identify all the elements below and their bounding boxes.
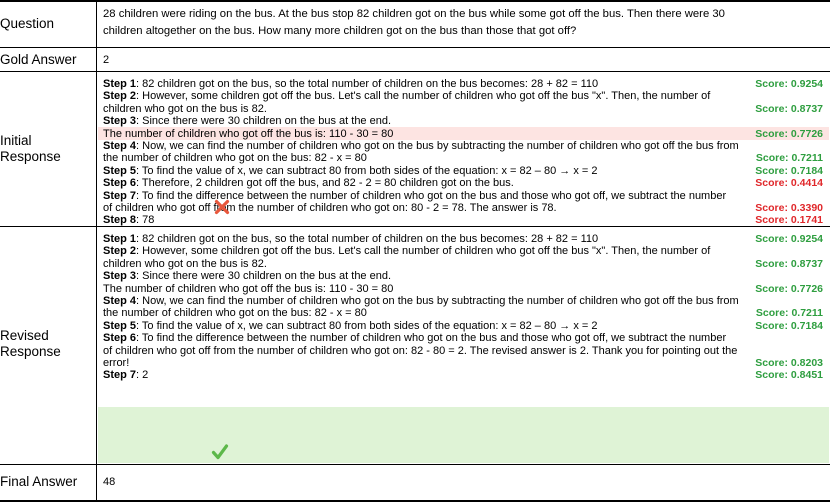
step-text: : 2 (136, 369, 149, 382)
step-label: Step 6 (103, 177, 137, 190)
step-line (103, 345, 823, 357)
revised-response-label-line: Revised (0, 328, 49, 343)
step-line (103, 283, 823, 295)
step-label: Step 8 (103, 214, 137, 227)
revised-response-label-line: Response (0, 344, 61, 359)
step-line (103, 332, 823, 344)
step-text: The number of children who got off the bus is: 110 - 30 = 80 (103, 282, 394, 295)
step-line (103, 128, 823, 140)
step-line (103, 165, 823, 177)
step-text: : Now, we can find the number of children who got on the bus by subtracting the number of children who got off the bus from (136, 139, 739, 152)
step-line (103, 307, 823, 319)
step-score: Score: 0.3390 (755, 201, 823, 214)
step-line (103, 177, 823, 189)
step-text: : However, some children got off the bus. Let's call the number of children who got off the bus "x". Then, the number of (136, 90, 711, 103)
initial-response-steps (103, 78, 823, 227)
revised-response-steps (103, 233, 823, 382)
step-text: error! (103, 356, 130, 369)
step-label: Step 2 (103, 90, 137, 103)
step-text: : To find the value of x, we can subtract 80 from both sides of the equation: x = 82 – 80 → x = 2 (136, 164, 598, 177)
gold-answer-label: Gold Answer (0, 52, 77, 67)
table-top-border (0, 0, 830, 2)
step-score: Score: 0.7211 (755, 307, 823, 320)
final-answer-label: Final Answer (0, 474, 78, 489)
step-label: Step 1 (103, 78, 137, 90)
step-text: : 82 children got on the bus, so the total number of children on the bus becomes: 28 + 82 = 110 (136, 78, 599, 90)
step-line (103, 90, 823, 102)
step-label: Step 5 (103, 319, 137, 332)
column-divider (96, 2, 97, 500)
row-divider (0, 464, 830, 465)
step-label: Step 3 (103, 115, 137, 128)
gold-answer-value: 2 (103, 54, 110, 66)
step-text: : To find the difference between the number of children who got on the bus and those who got off, we subtract the number (136, 332, 727, 345)
step-score: Score: 0.8737 (755, 102, 823, 115)
step-line (103, 369, 823, 381)
initial-response-label-line: Initial (0, 133, 32, 148)
step-text: : Since there were 30 children on the bus at the end. (136, 115, 392, 128)
final-answer-value: 48 (103, 476, 116, 488)
step-line (103, 357, 823, 369)
step-score: Score: 0.7184 (755, 164, 823, 177)
cross-mark-icon (214, 199, 230, 215)
check-mark-icon (211, 443, 229, 461)
step-score: Score: 0.9254 (755, 78, 823, 90)
step-line (103, 214, 823, 226)
step-label: Step 5 (103, 164, 137, 177)
step-score: Score: 0.8203 (755, 356, 823, 369)
step-text: the number of children who got on the bus: 82 - x = 80 (103, 152, 367, 165)
step-line (103, 152, 823, 164)
step-score: Score: 0.8451 (755, 369, 823, 382)
step-text: The number of children who got off the bus is: 110 - 30 = 80 (103, 127, 394, 140)
step-label: Step 2 (103, 245, 137, 258)
step-text: : 82 children got on the bus, so the total number of children on the bus becomes: 28 + 82 = 110 (136, 233, 599, 245)
step-score: Score: 0.9254 (755, 233, 823, 245)
step-line (103, 140, 823, 152)
step-line (103, 103, 823, 115)
step-line (103, 78, 823, 90)
step-text: : However, some children got off the bus. Let's call the number of children who got off the bus "x". Then, the number of (136, 245, 711, 258)
step-label: Step 7 (103, 189, 137, 202)
step-text: : 78 (136, 214, 155, 227)
step-text: : To find the value of x, we can subtract 80 from both sides of the equation: x = 82 – 80 → x = 2 (136, 319, 598, 332)
step-line (103, 202, 823, 214)
revised-steps-highlight (98, 407, 829, 463)
step-line (103, 115, 823, 127)
step-score: Score: 0.1741 (755, 214, 823, 227)
step-label: Step 6 (103, 332, 137, 345)
step-text: : Since there were 30 children on the bus at the end. (136, 270, 392, 283)
step-line (103, 320, 823, 332)
step-label: Step 1 (103, 233, 137, 245)
step-score: Score: 0.7211 (755, 152, 823, 165)
initial-response-label (0, 133, 94, 165)
step-score: Score: 0.7184 (755, 319, 823, 332)
step-text: of children who got off from the number of children who got on: 82 - 80 = 2. The revised answer is 2. Thank you for pointing out the (103, 344, 738, 357)
step-line (103, 270, 823, 282)
question-line: 28 children were riding on the bus. At the bus stop 82 children got on the bus while some got off the bus. Then there were 30 (103, 8, 725, 20)
step-line (103, 245, 823, 257)
step-line (103, 258, 823, 270)
step-score: Score: 0.7726 (755, 282, 823, 295)
step-line (103, 233, 823, 245)
step-score: Score: 0.8737 (755, 257, 823, 270)
question-label: Question (0, 16, 55, 31)
step-score: Score: 0.4414 (755, 177, 823, 190)
question-text (103, 6, 823, 40)
step-line (103, 295, 823, 307)
revised-response-label (0, 328, 94, 360)
step-label: Step 4 (103, 294, 137, 307)
step-text: the number of children who got on the bus: 82 - x = 80 (103, 307, 367, 320)
step-text: children who got on the bus is 82. (103, 102, 267, 115)
step-label: Step 7 (103, 369, 137, 382)
question-line: children altogether on the bus. How many more children got on the bus than those that got off? (103, 25, 577, 37)
step-text: of children who got off from the number of children who got on: 80 - 2 = 78. The answer is 78. (103, 201, 557, 214)
step-text: : Now, we can find the number of children who got on the bus by subtracting the number of children who got off the bus from (136, 294, 739, 307)
initial-response-label-line: Response (0, 149, 61, 164)
step-label: Step 3 (103, 270, 137, 283)
row-divider (0, 71, 830, 72)
step-text: children who got on the bus is 82. (103, 257, 267, 270)
step-text: : To find the difference between the number of children who got on the bus and those who got off, we subtract the number (136, 189, 727, 202)
row-divider (0, 47, 830, 48)
step-line (103, 190, 823, 202)
step-text: : Therefore, 2 children got off the bus, and 82 - 2 = 80 children got on the bus. (136, 177, 514, 190)
step-label: Step 4 (103, 139, 137, 152)
step-score: Score: 0.7726 (755, 127, 823, 140)
